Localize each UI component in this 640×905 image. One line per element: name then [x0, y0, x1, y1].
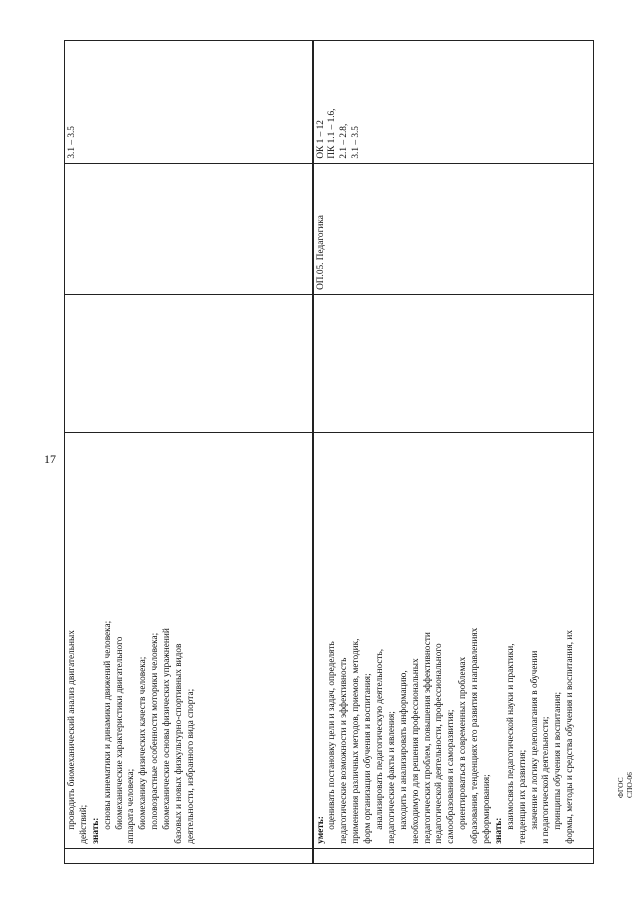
content-cell — [65, 432, 313, 848]
content-line: реформирования; — [481, 774, 492, 844]
content-line: самообразования и саморазвития; — [446, 709, 457, 844]
index-cell — [313, 848, 594, 863]
footer-code: ФГОС СПО-06 — [616, 772, 634, 798]
page-number: 17 — [44, 452, 56, 466]
content-line: форм организации обучения и воспитания; — [363, 673, 374, 844]
content-line: принципы обучения и воспитания; — [553, 691, 564, 830]
content-line: биомеханические характеристики двигательного — [114, 636, 125, 830]
content-line: аппарата человека; — [126, 768, 137, 844]
rotated-table-container — [64, 40, 594, 864]
discipline-name: ОП.05. Педагогика — [315, 215, 326, 290]
codes-cell — [65, 41, 313, 164]
index-cell — [65, 848, 313, 863]
content-line: биомеханические основы физических упражнений — [162, 628, 173, 830]
content-line: деятельности, избранного вида спорта; — [185, 688, 196, 844]
content-line: взаимосвязь педагогической науки и практики, — [505, 643, 516, 830]
table-row — [313, 41, 594, 864]
content-line: уметь: — [315, 816, 326, 844]
content-line: находить и анализировать информацию, — [398, 670, 409, 830]
content-line: биомеханику физических качеств человека; — [138, 656, 149, 830]
content-line: применения различных методов, приемов, методик, — [351, 638, 362, 844]
content-line: ориентироваться в современных проблемах — [458, 656, 469, 830]
content-line: и педагогической деятельности; — [541, 716, 552, 844]
competency-code: 2.1 – 2.8, — [339, 123, 350, 159]
competency-code: 3.1 – 3.5 — [351, 126, 362, 159]
content-line: необходимую для решения профессиональных — [410, 658, 421, 844]
competency-code: ПК 1.1 – 1.6, — [327, 108, 338, 159]
competency-table — [64, 40, 594, 864]
content-line: оценивать постановку цели и задач, определять — [327, 641, 338, 830]
hours-cell — [313, 294, 594, 432]
content-line: знать: — [493, 817, 504, 844]
content-line: педагогической деятельности, профессионального — [434, 643, 445, 844]
content-line: формы, методы и средства обучения и воспитания, их — [565, 629, 576, 844]
content-line: тенденции их развития; — [517, 749, 528, 844]
content-cell — [313, 432, 594, 848]
discipline-cell — [313, 163, 594, 294]
content-line: половозрастные особенности моторики человека; — [150, 632, 161, 830]
content-line: проводить биомеханический анализ двигательных — [67, 630, 77, 830]
content-line: анализировать педагогическую деятельность, — [374, 648, 385, 830]
content-line: педагогические возможности и эффективность — [339, 657, 350, 844]
content-line: действий; — [78, 804, 89, 844]
content-line: основы кинематики и динамики движений человека; — [102, 620, 113, 830]
competency-codes: 3.1 – 3.5 — [67, 126, 77, 159]
table-row — [65, 41, 313, 864]
hours-cell — [65, 294, 313, 432]
content-line: педагогических проблем, повышения эффективности — [422, 632, 433, 844]
competency-code: ОК 1 – 12 — [315, 120, 326, 159]
codes-cell — [313, 41, 594, 164]
discipline-cell — [65, 163, 313, 294]
content-line: педагогические факты и явления; — [386, 711, 397, 844]
content-line: базовых и новых физкультурно-спортивных видов — [174, 643, 185, 844]
content-line: знать: — [90, 817, 101, 844]
content-line: образования, тенденциях его развития и направлениях — [470, 627, 481, 844]
content-line: значение и логику целеполагания в обучении — [529, 650, 540, 830]
